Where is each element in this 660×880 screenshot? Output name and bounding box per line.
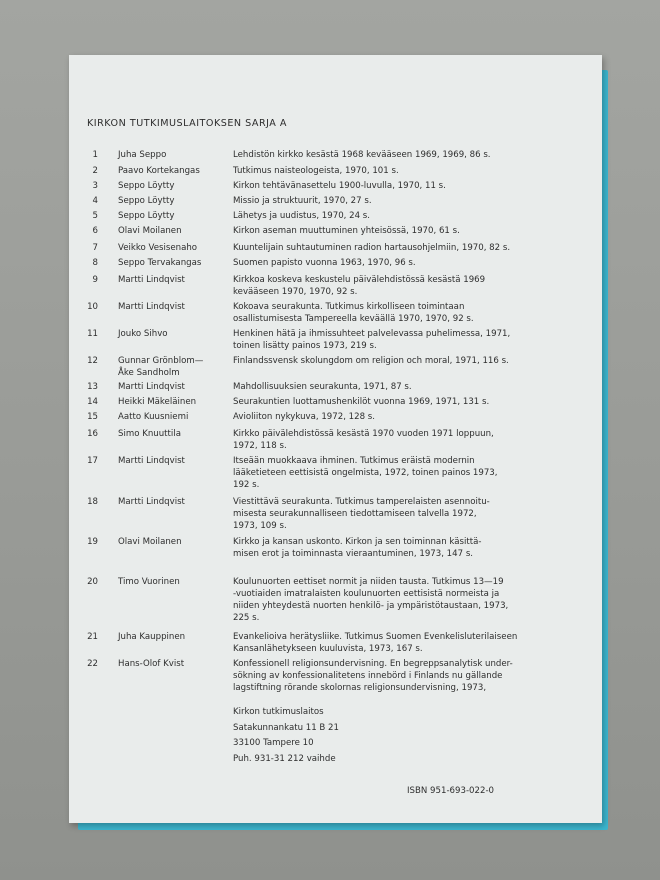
publication-list [69,55,602,715]
publisher-street: Satakunnankatu 11 B 21 [233,722,339,733]
entry-title: Henkinen hätä ja ihmissuhteet palvelevassa puhelimessa, 1971, toinen lisätty painos 1973, 219 s. [233,329,511,351]
entry-author: Heikki Mäkeläinen [118,397,197,407]
entry-author: Martti Lindqvist [118,497,185,507]
entry-title: Suomen papisto vuonna 1963, 1970, 96 s. [233,258,416,268]
entry-number: 19 [87,537,98,547]
entry-title: Missio ja struktuurit, 1970, 27 s. [233,196,372,206]
entry-number: 15 [87,412,98,422]
entry-number: 9 [92,275,98,285]
entry-author: Juha Kauppinen [118,632,186,642]
entry-author: Martti Lindqvist [118,275,185,285]
entry-number: 3 [92,181,98,191]
entry-author: Martti Lindqvist [118,302,185,312]
entry-author: Hans-Olof Kvist [118,659,185,669]
entry-author: Gunnar Grönblom— Åke Sandholm [118,356,204,378]
entry-title: Seurakuntien luottamushenkilöt vuonna 1969, 1971, 131 s. [233,397,490,407]
entry-number: 5 [92,211,98,221]
entry-title: Tutkimus naisteologeista, 1970, 101 s. [233,166,399,176]
entry-author: Paavo Kortekangas [118,166,200,176]
entry-title: Kirkkoa koskeva keskustelu päivälehdistössä kesästä 1969 kevääseen 1970, 1970, 92 s. [233,275,486,297]
entry-number: 4 [92,196,98,206]
entry-title: Kuuntelijain suhtautuminen radion hartausohjelmiin, 1970, 82 s. [233,243,511,253]
entry-title: Kirkon aseman muuttuminen yhteisössä, 1970, 61 s. [233,226,460,236]
entry-author: Veikko Vesisenaho [118,243,198,253]
entry-title: Finlandssvensk skolungdom om religion och moral, 1971, 116 s. [233,356,509,366]
isbn-number: ISBN 951-693-022-0 [407,786,495,796]
entry-author: Olavi Moilanen [118,226,182,236]
entry-author: Martti Lindqvist [118,456,185,466]
entry-title: Lähetys ja uudistus, 1970, 24 s. [233,211,371,221]
entry-number: 11 [87,329,98,339]
publisher-city: 33100 Tampere 10 [233,738,314,748]
entry-number: 18 [87,497,98,507]
entry-number: 13 [87,382,98,392]
entry-title: Kirkko ja kansan uskonto. Kirkon ja sen toiminnan käsittä- misen erot ja toiminnasta vieraantuminen, 1973, 147 s. [233,537,482,559]
entry-number: 7 [92,243,98,253]
book-back-cover [69,55,602,823]
entry-author: Martti Lindqvist [118,382,185,392]
publisher-phone: Puh. 931-31 212 vaihde [233,753,336,764]
entry-number: 21 [87,632,98,642]
entry-author: Simo Knuuttila [118,429,181,439]
entry-title: Kirkon tehtävänasettelu 1900-luvulla, 1970, 11 s. [233,181,446,191]
entry-title: Kokoava seurakunta. Tutkimus kirkolliseen toimintaan osallistumisesta Tampereella keväällä 1970, 1970, 92 s. [233,302,474,324]
entry-number: 10 [87,302,98,312]
entry-title: Lehdistön kirkko kesästä 1968 kevääseen 1969, 1969, 86 s. [233,150,491,160]
entry-author: Aatto Kuusniemi [118,412,189,422]
entry-number: 12 [87,356,98,366]
entry-number: 20 [87,577,98,587]
entry-title: Mahdollisuuksien seurakunta, 1971, 87 s. [233,382,412,392]
entry-number: 1 [92,150,98,160]
publisher-name: Kirkon tutkimuslaitos [233,707,324,717]
entry-author: Seppo Löytty [118,211,175,221]
entry-title: Evankelioiva herätysliike. Tutkimus Suomen Evenkelisluterilaiseen Kansanlähetykseen kuuluvista, 1973, 167 s. [233,632,518,654]
entry-author: Timo Vuorinen [118,577,180,587]
entry-author: Seppo Tervakangas [118,258,202,268]
entry-title: Avioliiton nykykuva, 1972, 128 s. [233,412,376,422]
entry-author: Juha Seppo [118,150,167,160]
entry-author: Jouko Sihvo [118,329,168,339]
entry-author: Olavi Moilanen [118,537,182,547]
entry-number: 22 [87,659,98,669]
entry-title: Konfessionell religionsundervisning. En begreppsanalytisk under- sökning av konfessionalitetens innebörd i Finlands nu gällande lagstiftning rörande skolornas religionsundervisning, 1973, [233,659,513,693]
entry-number: 6 [92,226,98,236]
entry-title: Kirkko päivälehdistössä kesästä 1970 vuoden 1971 loppuun, 1972, 118 s. [233,429,494,451]
entry-number: 2 [92,166,98,176]
entry-number: 14 [87,397,98,407]
series-title: KIRKON TUTKIMUSLAITOKSEN SARJA A [87,118,287,129]
entry-title: Viestittävä seurakunta. Tutkimus tamperelaisten asennoitu- misesta seurakunnalliseen tiedottamiseen talvella 1972, 1973, 109 s. [233,497,490,531]
entry-title: Koulunuorten eettiset normit ja niiden tausta. Tutkimus 13—19 -vuotiaiden imatralaisten koulunuorten eettisistä normeista ja niiden yhteydestä nuorten henkilö- ja ympäristötaustaan, 1973, 225 s. [233,577,509,623]
entry-author: Seppo Löytty [118,196,175,206]
entry-number: 17 [87,456,98,466]
entry-number: 8 [92,258,98,268]
publisher-address [233,705,339,767]
entry-number: 16 [87,429,98,439]
entry-title: Itseään muokkaava ihminen. Tutkimus eräistä modernin lääketieteen eettisistä ongelmista, 1972, toinen painos 1973, 192 s. [233,456,498,490]
entry-author: Seppo Löytty [118,181,175,191]
